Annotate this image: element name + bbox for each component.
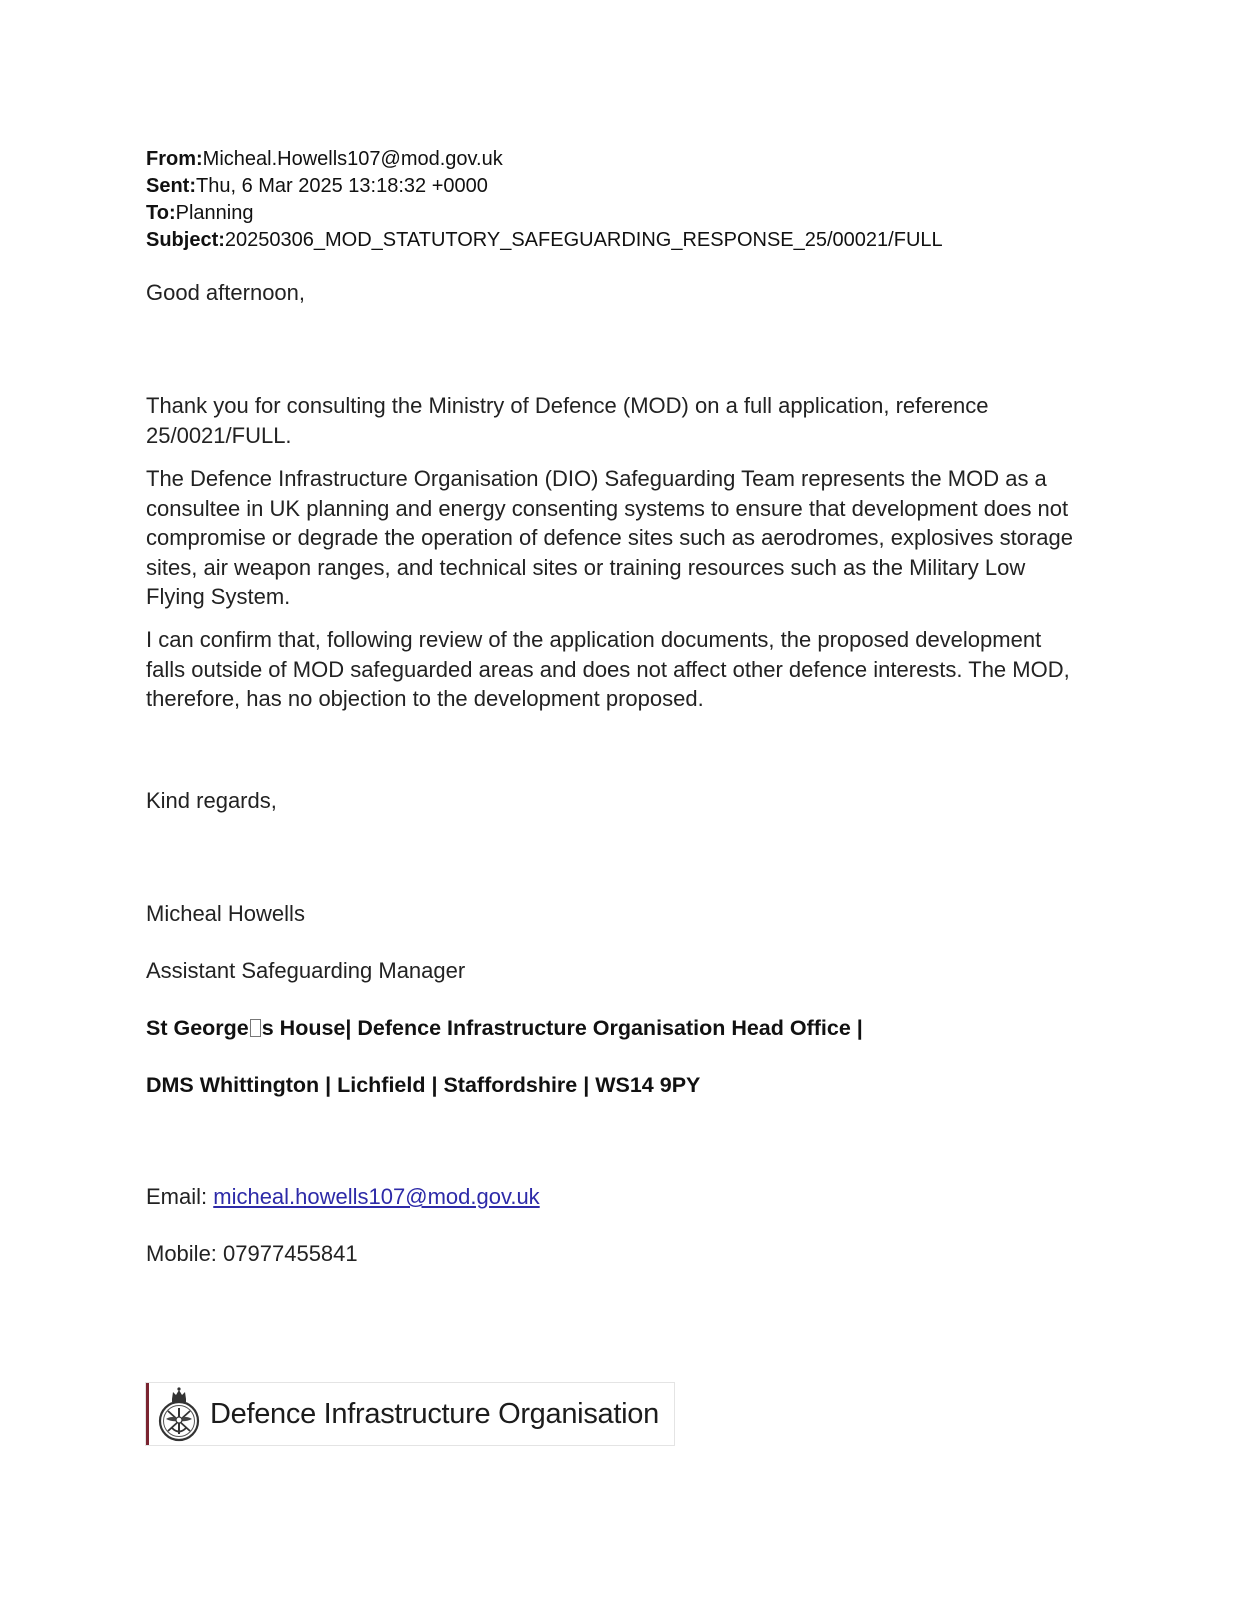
- paragraph-no-objection: I can confirm that, following review of the application documents, the proposed development falls outside of MOD safeguarded areas and does not affect other defence interests. The MOD, therefore, has no objection to the development proposed.: [146, 627, 1070, 711]
- logo-text: Defence Infrastructure Organisation: [210, 1397, 659, 1430]
- subject-row: [146, 227, 943, 254]
- address-line-1-end: s House| Defence Infrastructure Organisation Head Office |: [261, 1016, 863, 1040]
- sent-value: Thu, 6 Mar 2025 13:18:32 +0000: [196, 175, 488, 197]
- logo-accent-bar: [146, 1383, 149, 1445]
- email-line: [146, 1182, 1086, 1212]
- mobile-line: [146, 1239, 1086, 1269]
- email-header-block: [146, 146, 943, 254]
- address-line-2: DMS Whittington | Lichfield | Staffordshire | WS14 9PY: [146, 1073, 701, 1097]
- to-row: [146, 200, 943, 227]
- paragraph-consultation: Thank you for consulting the Ministry of Defence (MOD) on a full application, reference 25/0021/FULL.: [146, 393, 989, 448]
- mobile-label: Mobile:: [146, 1241, 224, 1266]
- to-label: To:: [146, 202, 176, 224]
- greeting: Good afternoon,: [146, 280, 306, 305]
- subject-value: 20250306_MOD_STATUTORY_SAFEGUARDING_RESPONSE_25/00021/FULL: [224, 229, 943, 251]
- email-link[interactable]: micheal.howells107@mod.gov.uk: [213, 1184, 540, 1209]
- paragraph-dio-role: The Defence Infrastructure Organisation (DIO) Safeguarding Team represents the MOD as a consultee in UK planning and energy consenting systems to ensure that development does not compromise or degrade the operation of defence sites such as aerodromes, explosives storage sites, air weapon ranges, and technical sites or training resources such as the Military Low Flying System.: [146, 466, 1073, 609]
- sent-label: Sent:: [146, 175, 196, 197]
- to-value: Planning: [175, 202, 254, 224]
- signature-title: Assistant Safeguarding Manager: [146, 958, 466, 983]
- from-label: From:: [146, 148, 203, 170]
- sent-row: [146, 173, 943, 200]
- dio-logo: [146, 1383, 674, 1445]
- signature-name: Micheal Howells: [146, 901, 305, 926]
- defence-crest-icon: [154, 1383, 204, 1445]
- address-line-1: [146, 1014, 863, 1042]
- subject-label: Subject:: [146, 229, 225, 251]
- address-line-1-start: St George: [146, 1016, 249, 1040]
- from-row: [146, 146, 943, 173]
- closing: Kind regards,: [146, 788, 277, 813]
- missing-glyph-icon: [250, 1019, 261, 1037]
- email-label: Email:: [146, 1184, 214, 1209]
- mobile-value: 07977455841: [223, 1241, 358, 1266]
- from-value: Micheal.Howells107@mod.gov.uk: [202, 148, 503, 170]
